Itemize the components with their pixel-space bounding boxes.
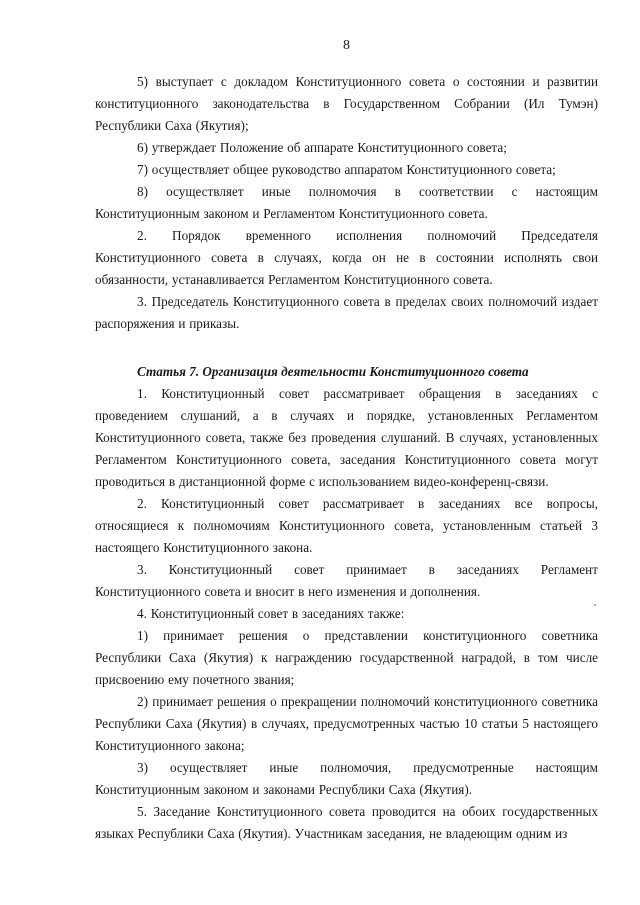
paragraph-item-5: 5) выступает с докладом Конституционного совета о состоянии и развитии конституционного законодательства в Государственном Собрании (Ил Тумэн) Республики Саха (Якутия);	[95, 74, 598, 133]
article-7-part-4-item-1: 1) принимает решения о представлении конституционного советника Республики Саха (Якутия) к награждению государственной наградой, в том числе присвоению ему почетного звания;	[95, 628, 598, 687]
article-7-part-4-item-3: 3) осуществляет иные полномочия, предусмотренные настоящим Конституционным законом и законами Республики Саха (Якутия).	[95, 760, 598, 797]
article-7-part-4-item-2: 2) принимает решения о прекращении полномочий конституционного советника Республики Саха (Якутия) в случаях, предусмотренных частью 10 статьи 5 настоящего Конституционного закона;	[95, 694, 598, 753]
document-page	[95, 38, 598, 845]
paragraph-part-3: 3. Председатель Конституционного совета в пределах своих полномочий издает распоряжения и приказы.	[95, 294, 598, 331]
article-heading: Статья 7. Организация деятельности Конституционного совета	[137, 364, 529, 379]
article-7-part-2: 2. Конституционный совет рассматривает в заседаниях все вопросы, относящиеся к полномочиям Конституционного совета, установленным статьей 3 настоящего Конституционного закона.	[95, 496, 598, 555]
paragraph-part-2: 2. Порядок временного исполнения полномочий Председателя Конституционного совета в случаях, когда он не в состоянии исполнять свои обязанности, устанавливается Регламентом Конституционного совета.	[95, 228, 598, 287]
article-7-part-1: 1. Конституционный совет рассматривает обращения в заседаниях с проведением слушаний, а в случаях и порядке, установленных Регламентом Конституционного совета, также без проведения слушаний. В случаях, установленных Регламентом Конституционного совета, заседания Конституционного совета могут проводиться в дистанционной форме с использованием видео-конференц-связи.	[95, 386, 598, 489]
paragraph-item-7: 7) осуществляет общее руководство аппаратом Конституционного совета;	[137, 162, 556, 177]
article-7-part-3: 3. Конституционный совет принимает в заседаниях Регламент Конституционного совета и вносит в него изменения и дополнения.	[95, 562, 598, 599]
scan-speck	[594, 604, 596, 606]
paragraph-item-8: 8) осуществляет иные полномочия в соответствии с настоящим Конституционным законом и Регламентом Конституционного совета.	[95, 184, 598, 221]
article-7-part-5: 5. Заседание Конституционного совета проводится на обоих государственных языках Республики Саха (Якутия). Участникам заседания, не владеющим одним из	[95, 804, 598, 841]
article-7-part-4: 4. Конституционный совет в заседаниях также:	[137, 606, 405, 621]
section-gap	[95, 335, 598, 361]
paragraph-item-6: 6) утверждает Положение об аппарате Конституционного совета;	[137, 140, 507, 155]
page-number: 8	[343, 38, 350, 53]
